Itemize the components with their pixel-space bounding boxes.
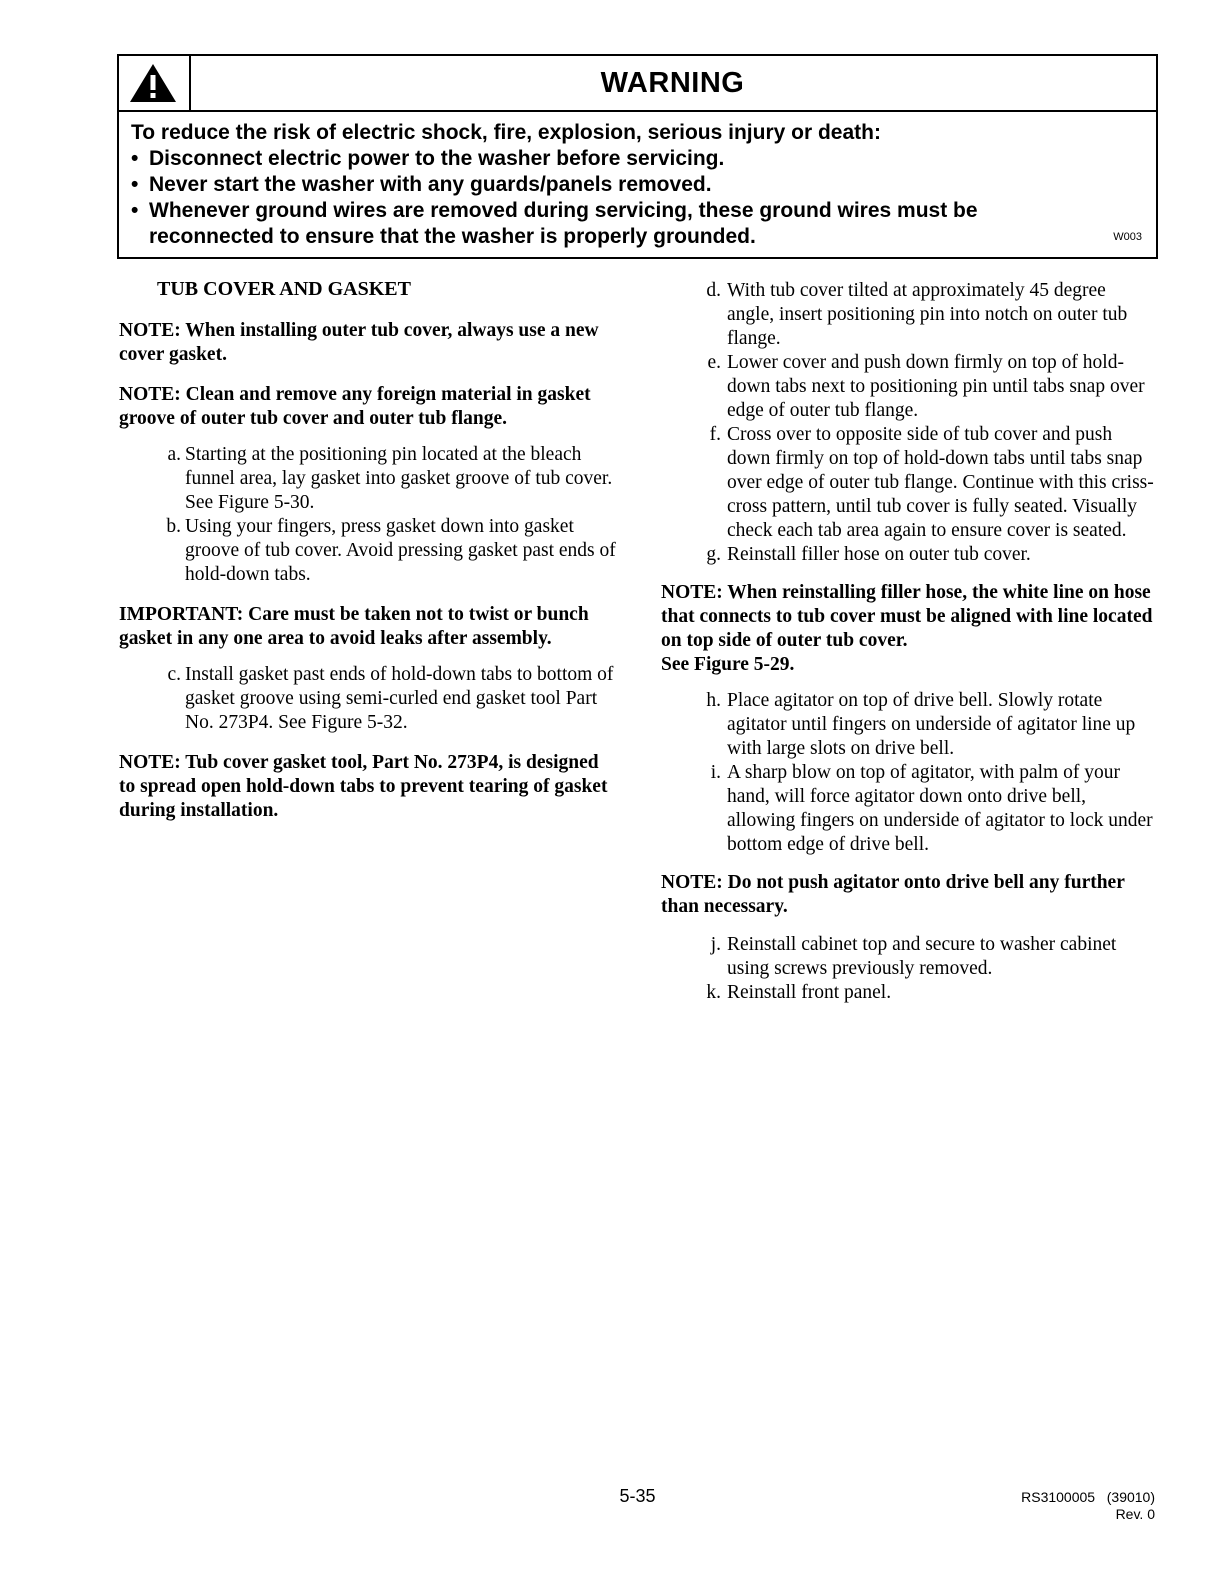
- bullet-dot: •: [131, 199, 139, 222]
- warning-bullet-continuation: reconnected to ensure that the washer is properly grounded.: [149, 225, 756, 248]
- step-item: g. Reinstall filler hose on outer tub cover.: [706, 544, 1031, 565]
- warning-triangle-icon: [128, 62, 178, 104]
- warning-bullet: • Disconnect electric power to the washer before servicing.: [131, 147, 725, 170]
- warning-bullet: • Whenever ground wires are removed during servicing, these ground wires must be: [131, 199, 978, 222]
- note-new-gasket: NOTE: When installing outer tub cover, always use a new cover gasket.: [119, 320, 599, 365]
- left-column: [119, 275, 619, 823]
- step-item: f. Cross over to opposite side of tub cover and push down firmly on top of hold-down tabs until tabs snap over edge of outer tub flange. Continue with this criss-cross pattern, until tub cover is fully seated. Visually check each tab area again to ensure cover is seated.: [709, 424, 1154, 541]
- warning-bullet: • Never start the washer with any guards/panels removed.: [131, 173, 712, 196]
- bullet-dot: •: [131, 173, 139, 196]
- document-info: [1021, 1489, 1155, 1523]
- page-number: 5-35: [619, 1486, 656, 1506]
- step-item: d. With tub cover tilted at approximately 45 degree angle, insert positioning pin into notch on outer tub flange.: [706, 280, 1128, 349]
- revision: Rev. 0: [1115, 1506, 1155, 1522]
- note-gasket-tool: NOTE: Tub cover gasket tool, Part No. 273P4, is designed to spread open hold-down tabs to prevent tearing of gasket during installation.: [119, 752, 608, 821]
- bullet-dot: •: [131, 147, 139, 170]
- warning-icon-cell: [119, 56, 191, 110]
- step-item: j. Reinstall cabinet top and secure to washer cabinet using screws previously removed.: [710, 934, 1117, 979]
- steps-group: [661, 689, 1156, 857]
- section-heading: TUB COVER AND GASKET: [157, 278, 411, 300]
- step-item: c. Install gasket past ends of hold-down tabs to bottom of gasket groove using semi-curled end gasket tool Part No. 273P4. See Figure 5-32.: [167, 664, 614, 733]
- right-column: [661, 275, 1156, 1005]
- step-item: h. Place agitator on top of drive bell. Slowly rotate agitator until fingers on underside of agitator line up with large slots on drive bell.: [706, 690, 1136, 759]
- note-filler-hose: NOTE: When reinstalling filler hose, the white line on hose that connects to tub cover must be aligned with line located on top side of outer tub cover. See Figure 5-29.: [661, 582, 1153, 675]
- step-item: i. A sharp blow on top of agitator, with palm of your hand, will force agitator down onto drive bell, allowing fingers on underside of agitator to lock under bottom edge of drive bell.: [710, 762, 1153, 855]
- step-item: b. Using your fingers, press gasket down into gasket groove of tub cover. Avoid pressing gasket past ends of hold-down tabs.: [166, 516, 616, 585]
- steps-group: [661, 279, 1156, 567]
- warning-title: WARNING: [600, 67, 745, 99]
- step-item: e. Lower cover and push down firmly on top of hold-down tabs next to positioning pin until tabs snap over edge of outer tub flange.: [707, 352, 1145, 421]
- step-item: k. Reinstall front panel.: [706, 982, 892, 1003]
- warning-header: [119, 56, 1156, 112]
- note-agitator: NOTE: Do not push agitator onto drive bell any further than necessary.: [661, 872, 1125, 917]
- note-clean-groove: NOTE: Clean and remove any foreign material in gasket groove of outer tub cover and outer tub flange.: [119, 384, 591, 429]
- warning-intro: To reduce the risk of electric shock, fire, explosion, serious injury or death:: [131, 121, 881, 144]
- important-note: IMPORTANT: Care must be taken not to twist or bunch gasket in any one area to avoid leaks after assembly.: [119, 604, 589, 649]
- step-item: a. Starting at the positioning pin located at the bleach funnel area, lay gasket into gasket groove of tub cover. See Figure 5-30.: [167, 444, 613, 513]
- warning-body: [131, 120, 1146, 250]
- steps-group: [119, 663, 619, 735]
- steps-group: [661, 933, 1156, 1005]
- document-number: RS3100005 (39010): [1021, 1489, 1155, 1505]
- warning-box: [117, 54, 1158, 259]
- warning-code: W003: [1113, 231, 1142, 243]
- steps-group: [119, 443, 619, 587]
- figure-reference: See Figure 5-29.: [661, 654, 795, 675]
